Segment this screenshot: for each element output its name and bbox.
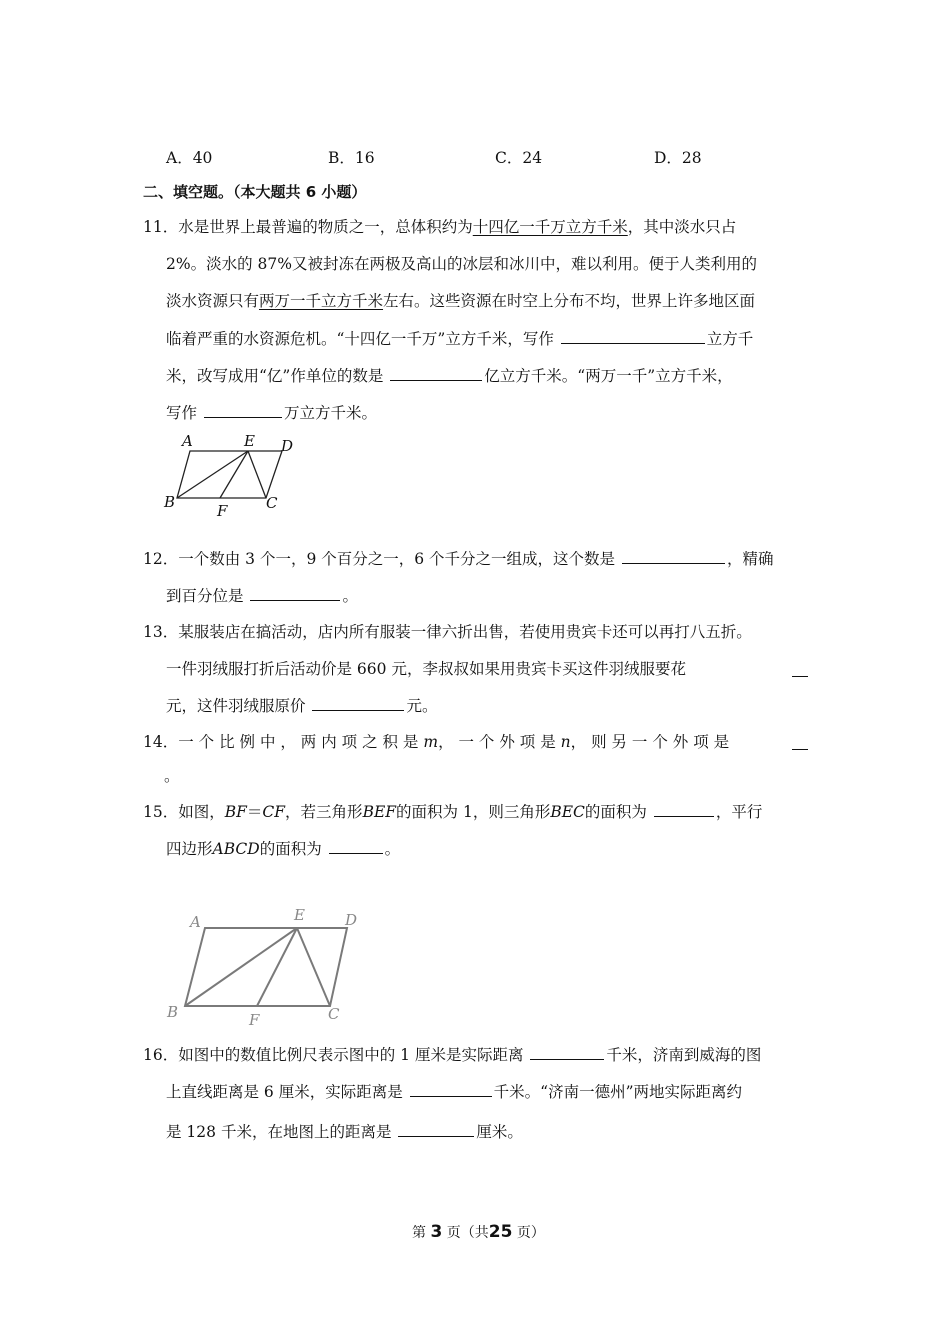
q12-line-1: 12．一个数由 3 个一，9 个百分之一，6 个千分之一组成，这个数是 ，精确	[143, 550, 774, 568]
q15-line-1: 15．如图，BF＝CF，若三角形BEF的面积为 1，则三角形BEC的面积为 ，平行	[143, 803, 763, 821]
q16-line-1: 16．如图中的数值比例尺表示图中的 1 厘米是实际距离 千米，济南到威海的图	[143, 1046, 762, 1064]
fig2-label-b: B	[167, 1003, 179, 1021]
q13-line-3: 元，这件羽绒服原价 元。	[166, 697, 438, 715]
q11-underlined-volume: 十四亿一千万立方千米	[472, 218, 628, 236]
option-b: B．16	[328, 149, 375, 167]
q13-blank-2[interactable]	[312, 696, 404, 711]
q14-line-2: 。	[164, 767, 180, 785]
q11-blank-3[interactable]	[204, 403, 282, 418]
q12-number: 12．	[143, 550, 179, 568]
fig2-label-a: A	[190, 913, 201, 931]
q11-blank-2[interactable]	[390, 366, 482, 381]
q14-var-n: n	[560, 733, 571, 751]
q14-var-m: m	[423, 733, 439, 751]
fig1-label-a: A	[182, 432, 193, 450]
q16-blank-2[interactable]	[410, 1082, 492, 1097]
fig1-label-f: F	[217, 502, 228, 518]
q16-number: 16．	[143, 1046, 179, 1064]
q12-line-2: 到百分位是 。	[166, 587, 358, 605]
q11-line-3: 淡水资源只有两万一千立方千米左右。这些资源在时空上分布不均，世界上许多地区面	[166, 292, 756, 310]
fig1-label-d: D	[281, 437, 294, 455]
fig1-label-e: E	[244, 432, 255, 450]
q14-number: 14．	[143, 733, 179, 751]
fig2-label-d: D	[345, 911, 358, 929]
section-heading: 二、填空题。（本大题共 6 小题）	[143, 183, 367, 201]
q16-line-3: 是 128 千米，在地图上的距离是 厘米。	[166, 1123, 523, 1141]
option-a: A．40	[166, 149, 213, 167]
q12-blank-1[interactable]	[622, 549, 725, 564]
q16-blank-3[interactable]	[398, 1122, 474, 1137]
page-total: 25	[488, 1222, 513, 1242]
q11-blank-1[interactable]	[561, 329, 705, 344]
q15-blank-1[interactable]	[654, 802, 714, 817]
option-d: D．28	[654, 149, 702, 167]
parallelogram-figure-2	[160, 905, 375, 1030]
q11-line-6: 写作 万立方千米。	[166, 404, 377, 422]
fig2-label-e: E	[294, 906, 305, 924]
q11-number: 11．	[143, 218, 179, 236]
option-c: C．24	[495, 149, 543, 167]
q13-blank-1[interactable]	[792, 662, 808, 677]
fig2-label-c: C	[328, 1005, 340, 1023]
page-footer: 第 3 页（共25 页）	[412, 1222, 545, 1242]
q11-line-4: 临着严重的水资源危机。“十四亿一千万”立方千米，写作 立方千	[166, 330, 754, 348]
q12-blank-2[interactable]	[250, 586, 340, 601]
fig1-label-b: B	[164, 493, 176, 511]
q11-line-2: 2%。淡水的 87%又被封冻在两极及高山的冰层和冰川中，难以利用。便于人类利用的	[166, 255, 757, 273]
q13-line-1: 13．某服装店在搞活动，店内所有服装一律六折出售，若使用贵宾卡还可以再打八五折。	[143, 623, 752, 641]
fig2-label-f: F	[249, 1011, 260, 1029]
fig1-label-c: C	[266, 494, 278, 512]
q15-line-2: 四边形ABCD的面积为 。	[166, 840, 401, 858]
q16-blank-1[interactable]	[530, 1045, 604, 1060]
page-number: 3	[430, 1222, 443, 1242]
q16-line-2: 上直线距离是 6 厘米，实际距离是 千米。“济南一德州”两地实际距离约	[166, 1083, 743, 1101]
q13-line-2: 一件羽绒服打折后活动价是 660 元，李叔叔如果用贵宾卡买这件羽绒服要花	[166, 660, 686, 678]
q13-number: 13．	[143, 623, 179, 641]
q15-number: 15．	[143, 803, 179, 821]
parallelogram-figure-1	[160, 430, 310, 518]
q14-line-1: 14．一 个 比 例 中 ， 两 内 项 之 积 是 m， 一 个 外 项 是 n， 则 另 一 个 外 项 是	[143, 733, 730, 751]
q15-blank-2[interactable]	[329, 839, 383, 854]
q14-blank-1[interactable]	[792, 735, 808, 750]
q11-underlined-freshwater: 两万一千立方千米	[259, 292, 384, 310]
q11-line-5: 米，改写成用“亿”作单位的数是 亿立方千米。“两万一千”立方千米，	[166, 367, 733, 385]
q11-line-1: 11．水是世界上最普遍的物质之一，总体积约为十四亿一千万立方千米，其中淡水只占	[143, 218, 737, 236]
